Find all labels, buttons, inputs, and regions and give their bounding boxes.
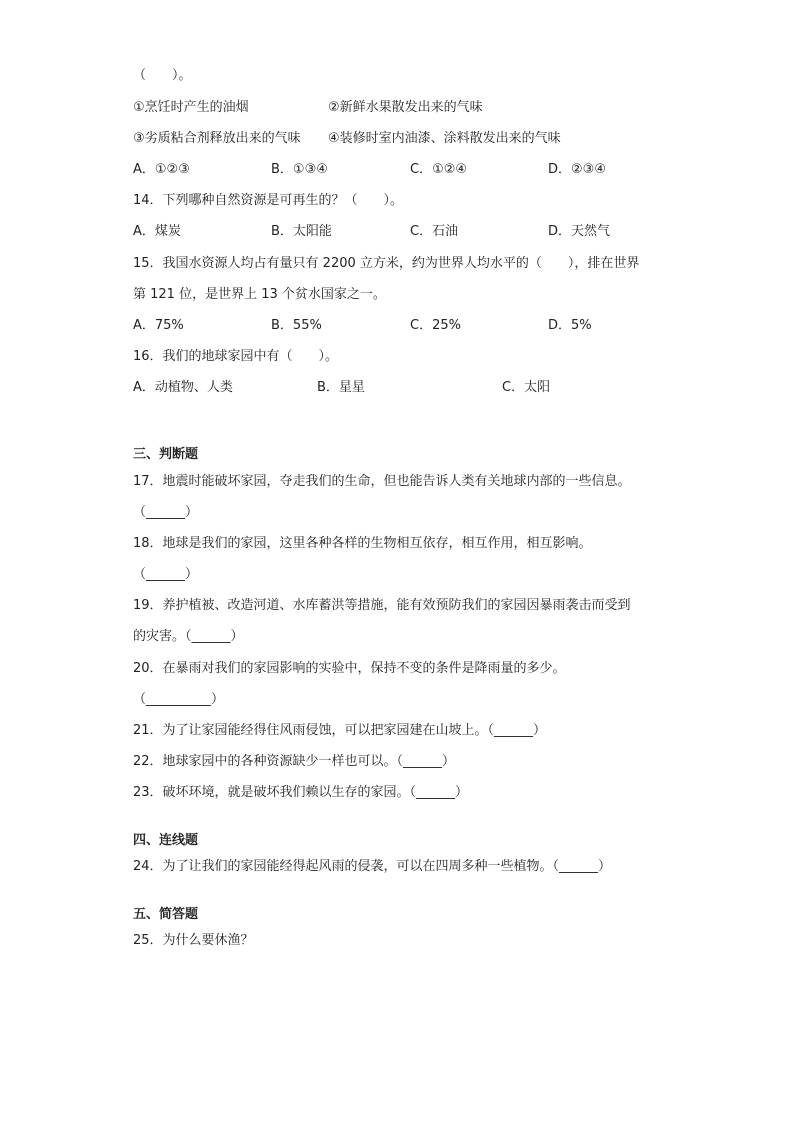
q22-text[interactable]: 22．地球家园中的各种资源缺少一样也可以。（______） xyxy=(133,754,456,769)
q17-text-line1: 17．地震时能破坏家园，夺走我们的生命，但也能告诉人类有关地球内部的一些信息。 xyxy=(133,474,631,489)
q13-item-2: ②新鲜水果散发出来的气味 xyxy=(328,100,483,115)
q17-answer-blank[interactable]: （______） xyxy=(133,505,199,520)
q20-text-line1: 20．在暴雨对我们的家园影响的实验中，保持不变的条件是降雨量的多少。 xyxy=(133,661,566,676)
q20-answer-blank[interactable]: （__________） xyxy=(133,692,225,707)
q15-option-a: A．75% xyxy=(133,318,184,333)
q18-answer-blank[interactable]: （______） xyxy=(133,567,199,582)
q15-text-line1: 15．我国水资源人均占有量只有 2200 立方米，约为世界人均水平的（ ），排在世界 xyxy=(133,256,640,271)
q13-option-d: D．②③④ xyxy=(548,162,606,177)
q13-option-c: C．①②④ xyxy=(410,162,468,177)
q13-item-1: ①烹饪时产生的油烟 xyxy=(133,100,249,115)
q25-text: 25．为什么要休渔？ xyxy=(133,933,254,948)
q16-text: 16．我们的地球家园中有（ ）。 xyxy=(133,349,339,364)
q13-continuation: （ ）。 xyxy=(133,68,192,83)
q15-option-d: D．5% xyxy=(548,318,592,333)
q18-text-line1: 18．地球是我们的家园，这里各种各样的生物相互依存，相互作用，相互影响。 xyxy=(133,536,592,551)
q23-text[interactable]: 23．破坏环境，就是破坏我们赖以生存的家园。（______） xyxy=(133,785,469,800)
q13-option-b: B．①③④ xyxy=(271,162,328,177)
q15-option-b: B．55% xyxy=(271,318,322,333)
q13-option-a: A．①②③ xyxy=(133,162,190,177)
section-heading-judgement: 三、判断题 xyxy=(133,447,199,462)
q14-option-b: B．太阳能 xyxy=(271,224,332,239)
q19-text-line2[interactable]: 的灾害。（______） xyxy=(133,629,244,644)
q14-text: 14．下列哪种自然资源是可再生的？（ ）。 xyxy=(133,193,404,208)
q15-text-line2: 第 121 位，是世界上 13 个贫水国家之一。 xyxy=(133,287,386,302)
q14-option-d: D．天然气 xyxy=(548,224,611,239)
q14-option-c: C．石油 xyxy=(410,224,459,239)
q13-item-4: ④装修时室内油漆、涂料散发出来的气味 xyxy=(328,131,561,146)
q14-option-a: A．煤炭 xyxy=(133,224,181,239)
q16-option-c: C．太阳 xyxy=(502,380,551,395)
section-heading-short-answer: 五、简答题 xyxy=(133,907,199,922)
q16-option-b: B．星星 xyxy=(317,380,365,395)
q16-option-a: A．动植物、人类 xyxy=(133,380,233,395)
q19-text-line1: 19．养护植被、改造河道、水库蓄洪等措施，能有效预防我们的家园因暴雨袭击而受到 xyxy=(133,598,631,613)
q13-item-3: ③劣质粘合剂释放出来的气味 xyxy=(133,131,301,146)
q24-text[interactable]: 24．为了让我们的家园能经得起风雨的侵袭，可以在四周多种一些植物。（______） xyxy=(133,859,612,874)
q21-text[interactable]: 21．为了让家园能经得住风雨侵蚀，可以把家园建在山坡上。（______） xyxy=(133,723,547,738)
section-heading-matching: 四、连线题 xyxy=(133,833,199,848)
q15-option-c: C．25% xyxy=(410,318,461,333)
